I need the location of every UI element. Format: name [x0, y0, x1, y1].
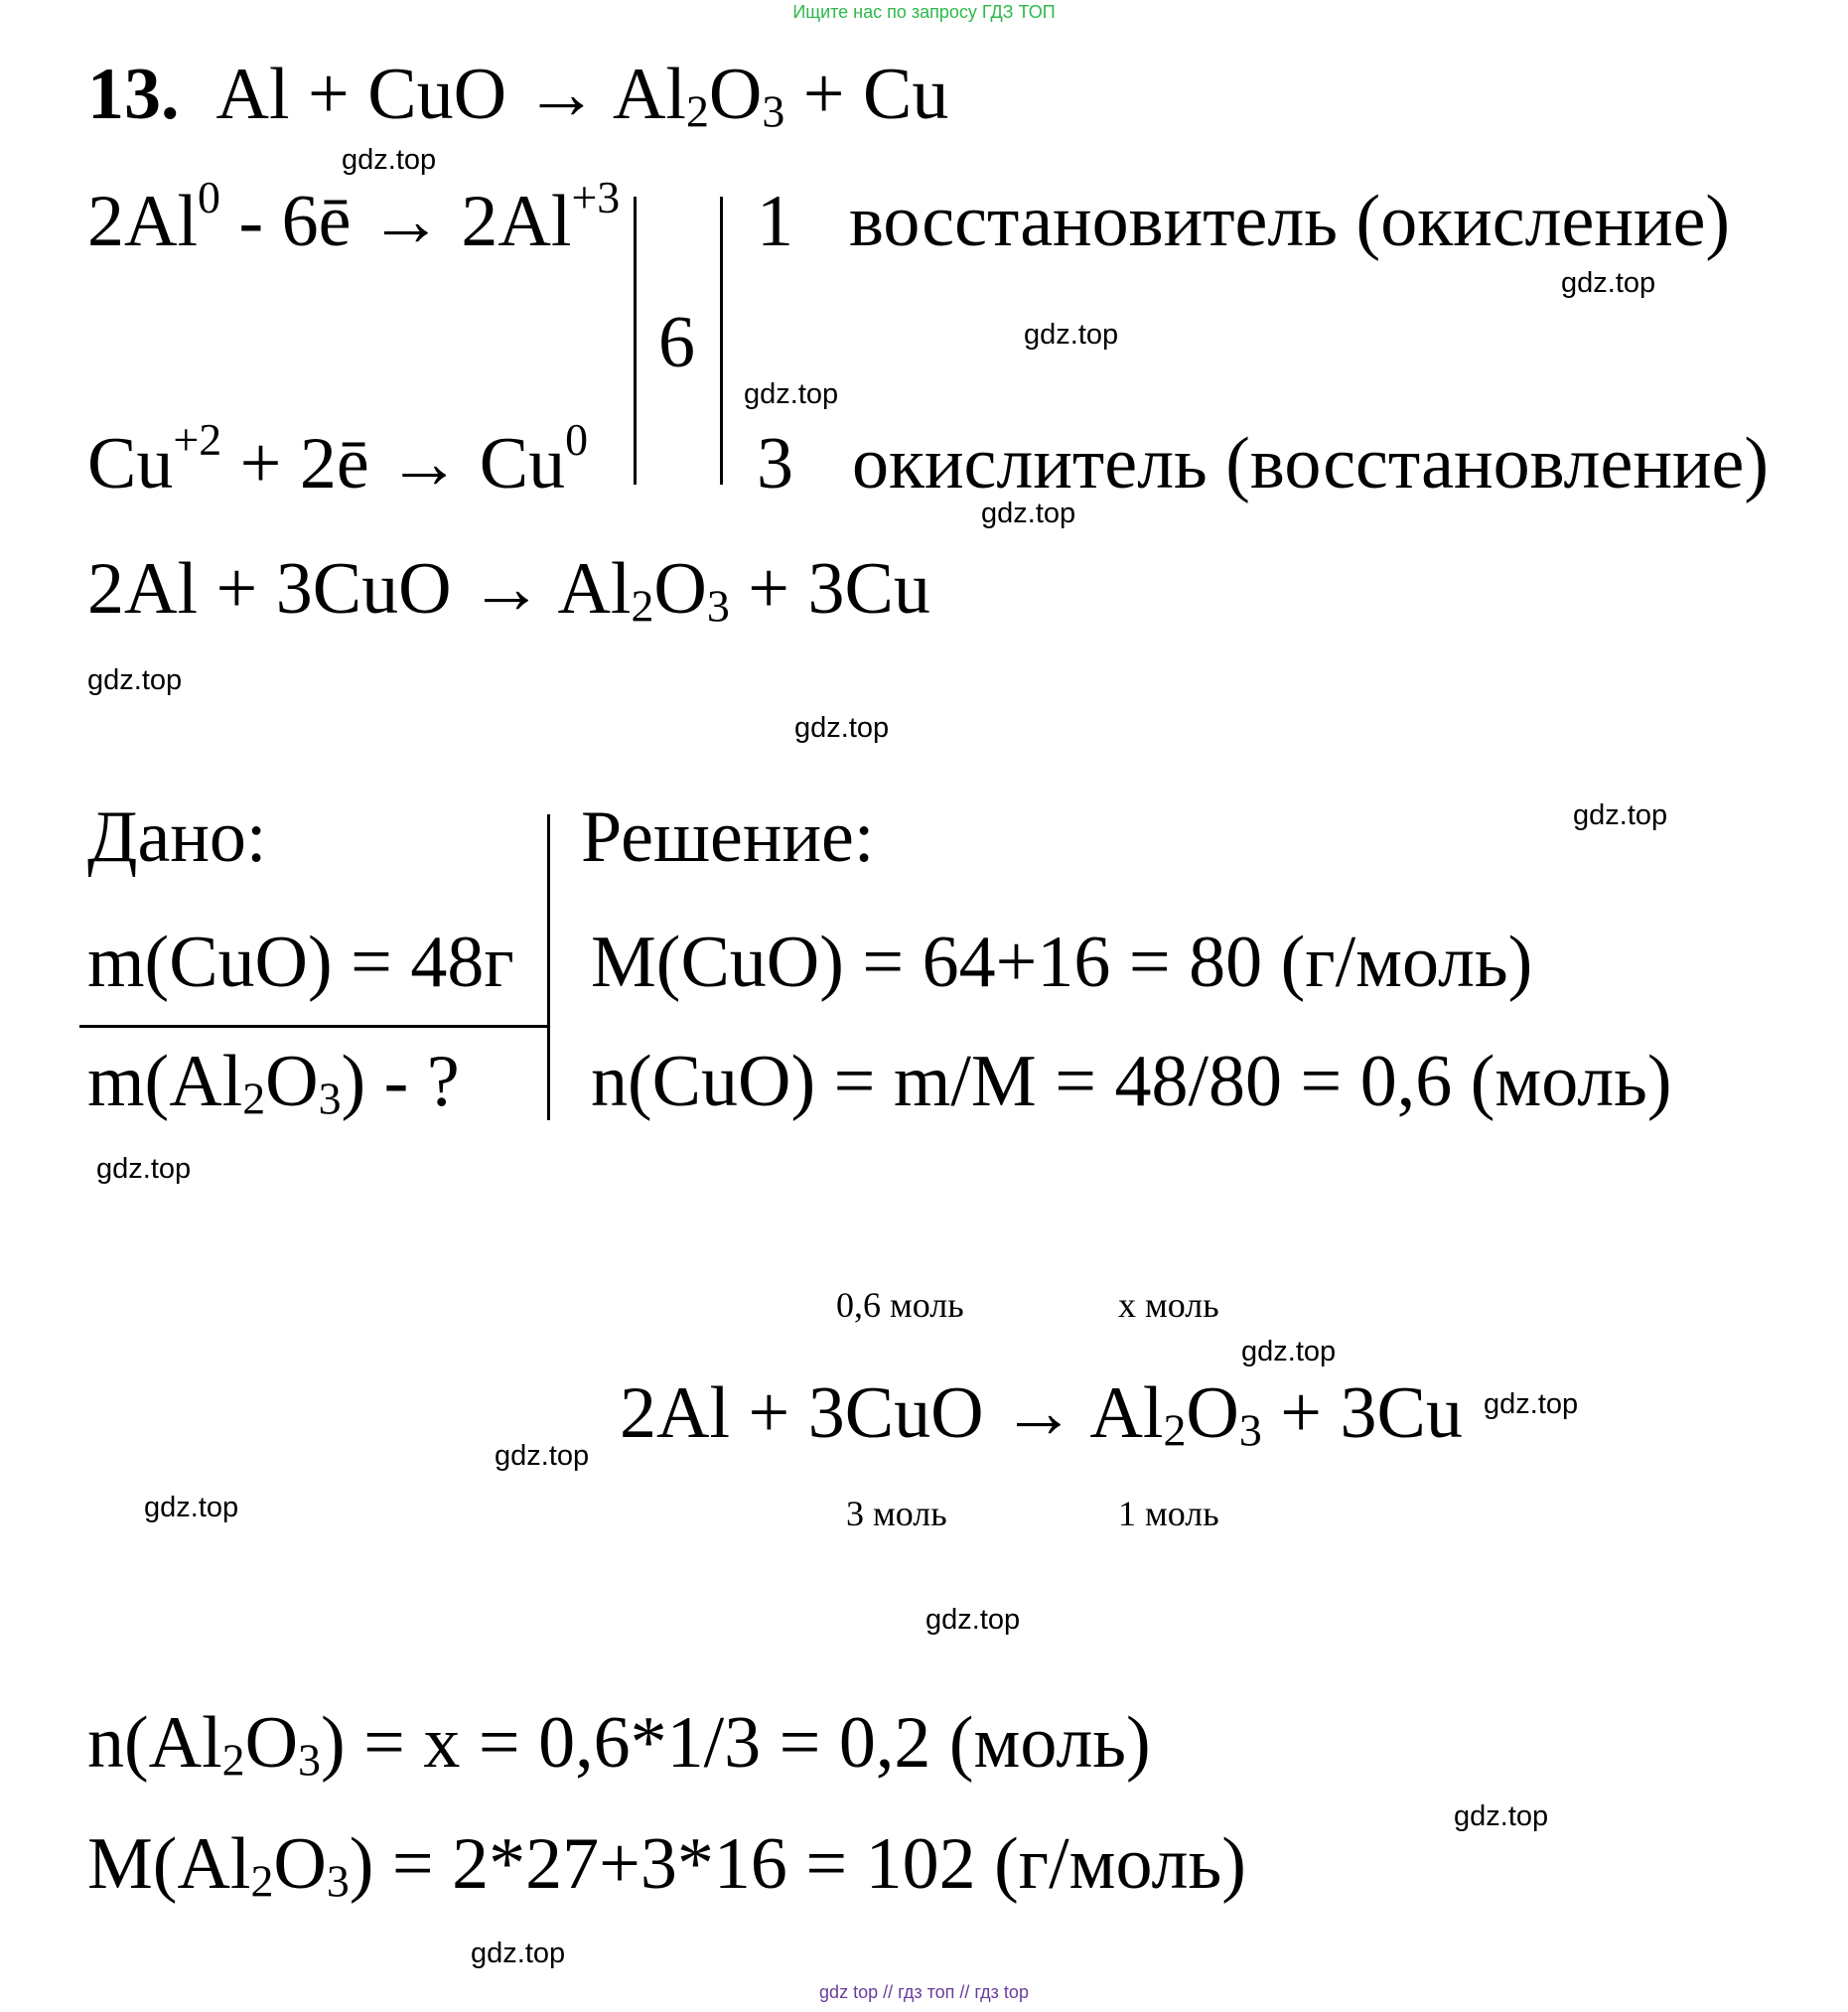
- task-number: 13.: [87, 54, 180, 135]
- header-search-link[interactable]: Ищите нас по запросу ГДЗ ТОП: [792, 2, 1056, 22]
- watermark: gdz.top: [1024, 319, 1119, 351]
- watermark: gdz.top: [471, 1938, 566, 1969]
- balanced-equation: $2Al + 3CuO \to Al_2O_3 + 3Cu$: [87, 548, 930, 632]
- watermark: gdz.top: [925, 1604, 1021, 1636]
- find-mass-al2o3: $m(Al_2O_3)$ - ?: [87, 1041, 460, 1124]
- given-separator: [79, 1025, 549, 1028]
- balance-coef-2: 3: [757, 423, 793, 504]
- proportion-below-cuo: 3 моль: [846, 1494, 947, 1533]
- proportion-equation: $2Al + 3CuO \to Al_2O_3 + 3Cu$: [620, 1372, 1463, 1456]
- watermark: gdz.top: [1484, 1388, 1579, 1420]
- watermark: gdz.top: [981, 498, 1076, 529]
- solution-heading: Решение:: [581, 796, 875, 878]
- balance-lcm: 6: [658, 302, 695, 383]
- balance-line-al: 2Al$^0$ - 6ē → $2Al^{+3}$: [87, 171, 621, 262]
- watermark: gdz.top: [96, 1153, 192, 1185]
- reagent-al: Al: [215, 54, 290, 135]
- watermark: gdz.top: [495, 1440, 590, 1472]
- molar-mass-al2o3: $M(Al_2O_3) = 2*27+3*16 = 102$ (г/моль): [87, 1823, 1246, 1907]
- given-mass-cuo: m(CuO) = 48г: [87, 922, 514, 1003]
- watermark: gdz.top: [144, 1492, 239, 1523]
- moles-al2o3: $n(Al_2O_3) = x = 0,6*1/3 = 0,2$ (моль): [87, 1702, 1151, 1786]
- watermark: gdz.top: [1573, 799, 1668, 831]
- role-oxidizer: окислитель (восстановление): [852, 423, 1770, 504]
- given-heading: Дано:: [87, 796, 267, 878]
- proportion-above-al2o3: x моль: [1118, 1285, 1219, 1325]
- watermark: gdz.top: [342, 144, 437, 176]
- balance-divider-left: [634, 197, 637, 485]
- watermark: gdz.top: [87, 664, 183, 696]
- footer-links[interactable]: gdz top // гдз топ // гдз top: [819, 1982, 1029, 2002]
- proportion-below-al2o3: 1 моль: [1118, 1494, 1219, 1533]
- watermark: gdz.top: [744, 378, 839, 410]
- watermark: gdz.top: [1561, 267, 1656, 299]
- watermark: gdz.top: [1454, 1800, 1549, 1832]
- balance-line-cu: $Cu^{+2}$ + 2ē → $Cu^0$: [87, 413, 589, 504]
- molar-mass-cuo: M(CuO) = 64+16 = 80 (г/моль): [591, 922, 1533, 1003]
- given-divider: [547, 814, 550, 1120]
- watermark: gdz.top: [794, 712, 890, 744]
- task-heading: 13. Al + CuO → $Al_2O_3 + Cu$: [87, 54, 949, 137]
- role-reducer: восстановитель (окисление): [849, 181, 1731, 262]
- proportion-above-cuo: 0,6 моль: [836, 1285, 964, 1325]
- moles-cuo: n(CuO) = m/M = 48/80 = 0,6 (моль): [591, 1041, 1672, 1122]
- balance-coef-1: 1: [757, 181, 793, 262]
- balance-divider-right: [720, 197, 723, 485]
- watermark: gdz.top: [1241, 1336, 1337, 1367]
